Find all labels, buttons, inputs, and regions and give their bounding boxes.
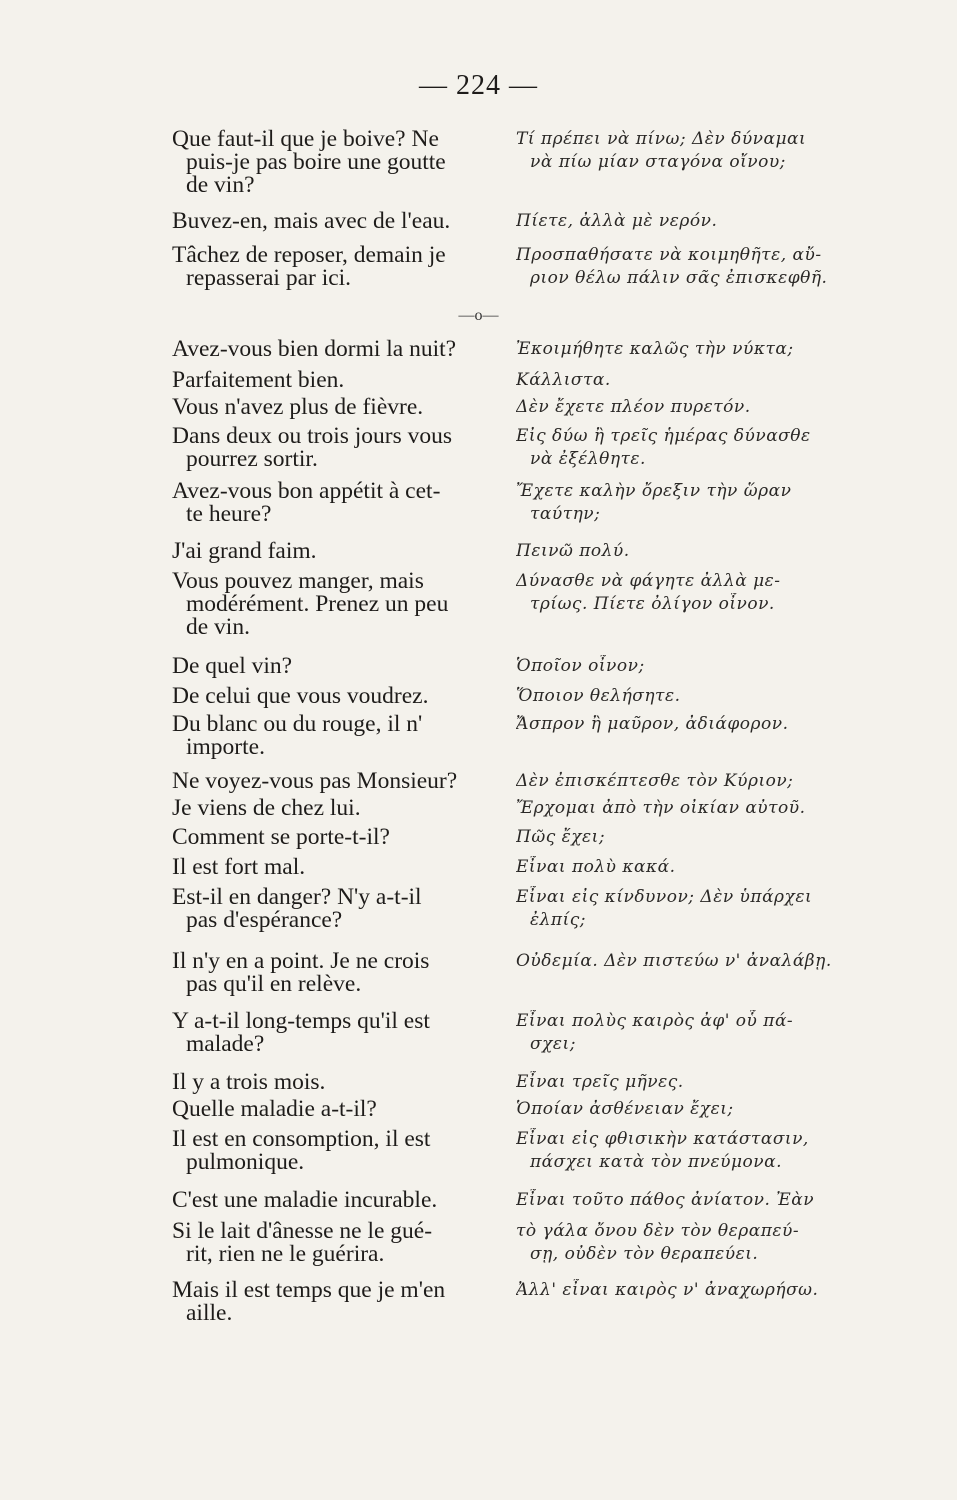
french-line: puis-je pas boire une goutte <box>186 151 446 174</box>
greek-line: Ἐκοιμήθητε καλῶς τὴν νύκτα; <box>516 339 794 359</box>
greek-line: Πῶς ἔχει; <box>516 827 606 847</box>
greek-phrase <box>516 655 852 678</box>
greek-line: Εἰς δύω ἢ τρεῖς ἡμέρας δύνασθε <box>516 426 811 446</box>
french-line: J'ai grand faim. <box>172 540 317 563</box>
french-phrase <box>172 128 512 197</box>
french-line: Est-il en danger? N'y a-t-il <box>172 886 422 909</box>
french-phrase <box>172 369 512 392</box>
french-line: importe. <box>186 736 265 759</box>
greek-line: νὰ πίω μίαν σταγόνα οἴνου; <box>530 152 786 172</box>
french-phrase <box>172 713 512 759</box>
french-line: de vin. <box>186 616 250 639</box>
greek-phrase <box>516 797 852 820</box>
greek-line: Εἶναι πολὺ κακά. <box>516 857 676 877</box>
french-line: Vous n'avez plus de fièvre. <box>172 396 424 419</box>
greek-phrase <box>516 1279 852 1302</box>
french-line: Avez-vous bon appétit à cet- <box>172 480 441 503</box>
french-phrase <box>172 950 512 996</box>
french-phrase <box>172 480 512 526</box>
french-phrase <box>172 685 512 708</box>
french-phrase <box>172 338 512 361</box>
french-line: Il est en consomption, il est <box>172 1128 431 1151</box>
greek-phrase <box>516 480 852 526</box>
french-phrase <box>172 826 512 849</box>
french-phrase <box>172 886 512 932</box>
french-line: Ne voyez-vous pas Monsieur? <box>172 770 458 793</box>
greek-line: Εἶναι εἰς κίνδυνον; Δὲν ὑπάρχει <box>516 887 813 907</box>
greek-phrase <box>516 369 852 392</box>
greek-line: Ἔρχομαι ἀπὸ τὴν οἰκίαν αὐτοῦ. <box>516 798 806 818</box>
greek-line: Οὐδεμία. Δὲν πιστεύω ν' ἀναλάβῃ. <box>516 951 832 971</box>
greek-line: Ἀλλ' εἶναι καιρὸς ν' ἀναχωρήσω. <box>516 1280 819 1300</box>
greek-line: Εἶναι πολὺς καιρὸς ἀφ' οὗ πά- <box>516 1011 794 1031</box>
french-line: Buvez-en, mais avec de l'eau. <box>172 210 451 233</box>
greek-line: ριον θέλω πάλιν σᾶς ἐπισκεφθῆ. <box>530 268 828 288</box>
french-phrase <box>172 856 512 879</box>
greek-line: Ἔχετε καλὴν ὄρεξιν τὴν ὥραν <box>516 481 792 501</box>
french-line: rit, rien ne le guérira. <box>186 1243 385 1266</box>
greek-phrase <box>516 770 852 793</box>
french-line: aille. <box>186 1302 233 1325</box>
greek-line: Δὲν ἔχετε πλέον πυρετόν. <box>516 397 751 417</box>
french-phrase <box>172 770 512 793</box>
french-line: repasserai par ici. <box>186 267 352 290</box>
french-line: Il n'y en a point. Je ne crois <box>172 950 430 973</box>
greek-phrase <box>516 826 852 849</box>
french-phrase <box>172 1220 512 1266</box>
greek-phrase <box>516 1220 852 1266</box>
french-phrase <box>172 396 512 419</box>
greek-phrase <box>516 1128 852 1174</box>
french-line: Du blanc ou du rouge, il n' <box>172 713 423 736</box>
greek-phrase <box>516 685 852 708</box>
greek-line: σῃ, οὐδὲν τὸν θεραπεύει. <box>530 1244 759 1264</box>
greek-line: Ὅποιον θελήσητε. <box>516 686 681 706</box>
french-line: Que faut-il que je boive? Ne <box>172 128 439 151</box>
greek-phrase <box>516 244 852 290</box>
greek-line: πάσχει κατὰ τὸν πνεύμονα. <box>530 1152 783 1172</box>
french-line: de vin? <box>186 174 255 197</box>
french-line: pas qu'il en relève. <box>186 973 362 996</box>
greek-line: Προσπαθήσατε νὰ κοιμηθῆτε, αὔ- <box>516 245 822 265</box>
french-phrase <box>172 1010 512 1056</box>
french-phrase <box>172 797 512 820</box>
french-line: pourrez sortir. <box>186 448 318 471</box>
greek-phrase <box>516 210 852 233</box>
greek-phrase <box>516 540 852 563</box>
french-line: Quelle maladie a-t-il? <box>172 1098 377 1121</box>
greek-line: ταύτην; <box>530 504 601 524</box>
greek-phrase <box>516 713 852 736</box>
greek-line: Πίετε, ἀλλὰ μὲ νερόν. <box>516 211 718 231</box>
french-line: Il est fort mal. <box>172 856 306 879</box>
greek-phrase <box>516 950 852 973</box>
greek-line: Κάλλιστα. <box>516 370 611 390</box>
greek-phrase <box>516 425 852 471</box>
greek-phrase <box>516 338 852 361</box>
greek-phrase <box>516 1071 852 1094</box>
section-separator: —o— <box>458 307 499 324</box>
french-phrase <box>172 1189 512 1212</box>
french-line: Comment se porte-t-il? <box>172 826 390 849</box>
french-phrase <box>172 210 512 233</box>
french-line: Il y a trois mois. <box>172 1071 326 1094</box>
french-line: malade? <box>186 1033 265 1056</box>
french-phrase <box>172 425 512 471</box>
french-phrase <box>172 1279 512 1325</box>
greek-line: τὸ γάλα ὄνου δὲν τὸν θεραπεύ- <box>516 1221 800 1241</box>
greek-line: Εἶναι τοῦτο πάθος ἀνίατον. Ἐὰν <box>516 1190 815 1210</box>
greek-phrase <box>516 128 852 174</box>
french-line: De quel vin? <box>172 655 293 678</box>
greek-phrase <box>516 1010 852 1056</box>
french-line: Dans deux ou trois jours vous <box>172 425 453 448</box>
french-phrase <box>172 1128 512 1174</box>
greek-line: σχει; <box>530 1034 576 1054</box>
greek-phrase <box>516 396 852 419</box>
french-line: Mais il est temps que je m'en <box>172 1279 446 1302</box>
greek-line: Πεινῶ πολύ. <box>516 541 630 561</box>
greek-line: Ὁποίαν ἀσθένειαν ἔχει; <box>516 1099 734 1119</box>
greek-line: ἐλπίς; <box>530 910 586 930</box>
greek-phrase <box>516 1189 852 1212</box>
greek-phrase <box>516 1098 852 1121</box>
greek-phrase <box>516 886 852 932</box>
french-line: De celui que vous voudrez. <box>172 685 429 708</box>
greek-line: Ἄσπρον ἢ μαῦρον, ἀδιάφορον. <box>516 714 789 734</box>
french-line: modérément. Prenez un peu <box>186 593 449 616</box>
greek-line: νὰ ἐξέλθητε. <box>530 449 646 469</box>
french-line: te heure? <box>186 503 272 526</box>
greek-phrase <box>516 570 852 616</box>
french-phrase <box>172 244 512 290</box>
french-line: pulmonique. <box>186 1151 305 1174</box>
french-line: Avez-vous bien dormi la nuit? <box>172 338 457 361</box>
french-phrase <box>172 1071 512 1094</box>
french-phrase <box>172 655 512 678</box>
french-line: Si le lait d'ânesse ne le gué- <box>172 1220 433 1243</box>
greek-line: Εἶναι τρεῖς μῆνες. <box>516 1072 684 1092</box>
french-line: Tâchez de reposer, demain je <box>172 244 446 267</box>
greek-line: Εἶναι εἰς φθισικὴν κατάστασιν, <box>516 1129 809 1149</box>
greek-phrase <box>516 856 852 879</box>
greek-line: Δὲν ἐπισκέπτεσθε τὸν Κύριον; <box>516 771 794 791</box>
french-line: C'est une maladie incurable. <box>172 1189 438 1212</box>
french-line: Parfaitement bien. <box>172 369 345 392</box>
french-line: Je viens de chez lui. <box>172 797 361 820</box>
greek-line: τρίως. Πίετε ὀλίγον οἶνον. <box>530 594 775 614</box>
french-phrase <box>172 1098 512 1121</box>
french-phrase <box>172 540 512 563</box>
greek-line: Ὁποῖον οἶνον; <box>516 656 645 676</box>
french-line: Y a-t-il long-temps qu'il est <box>172 1010 430 1033</box>
greek-line: Τί πρέπει νὰ πίνω; Δὲν δύναμαι <box>516 129 807 149</box>
greek-line: Δύνασθε νὰ φάγητε ἀλλὰ με- <box>516 571 781 591</box>
french-phrase <box>172 570 512 639</box>
french-line: pas d'espérance? <box>186 909 343 932</box>
page-number: — 224 — <box>419 70 538 101</box>
french-line: Vous pouvez manger, mais <box>172 570 424 593</box>
